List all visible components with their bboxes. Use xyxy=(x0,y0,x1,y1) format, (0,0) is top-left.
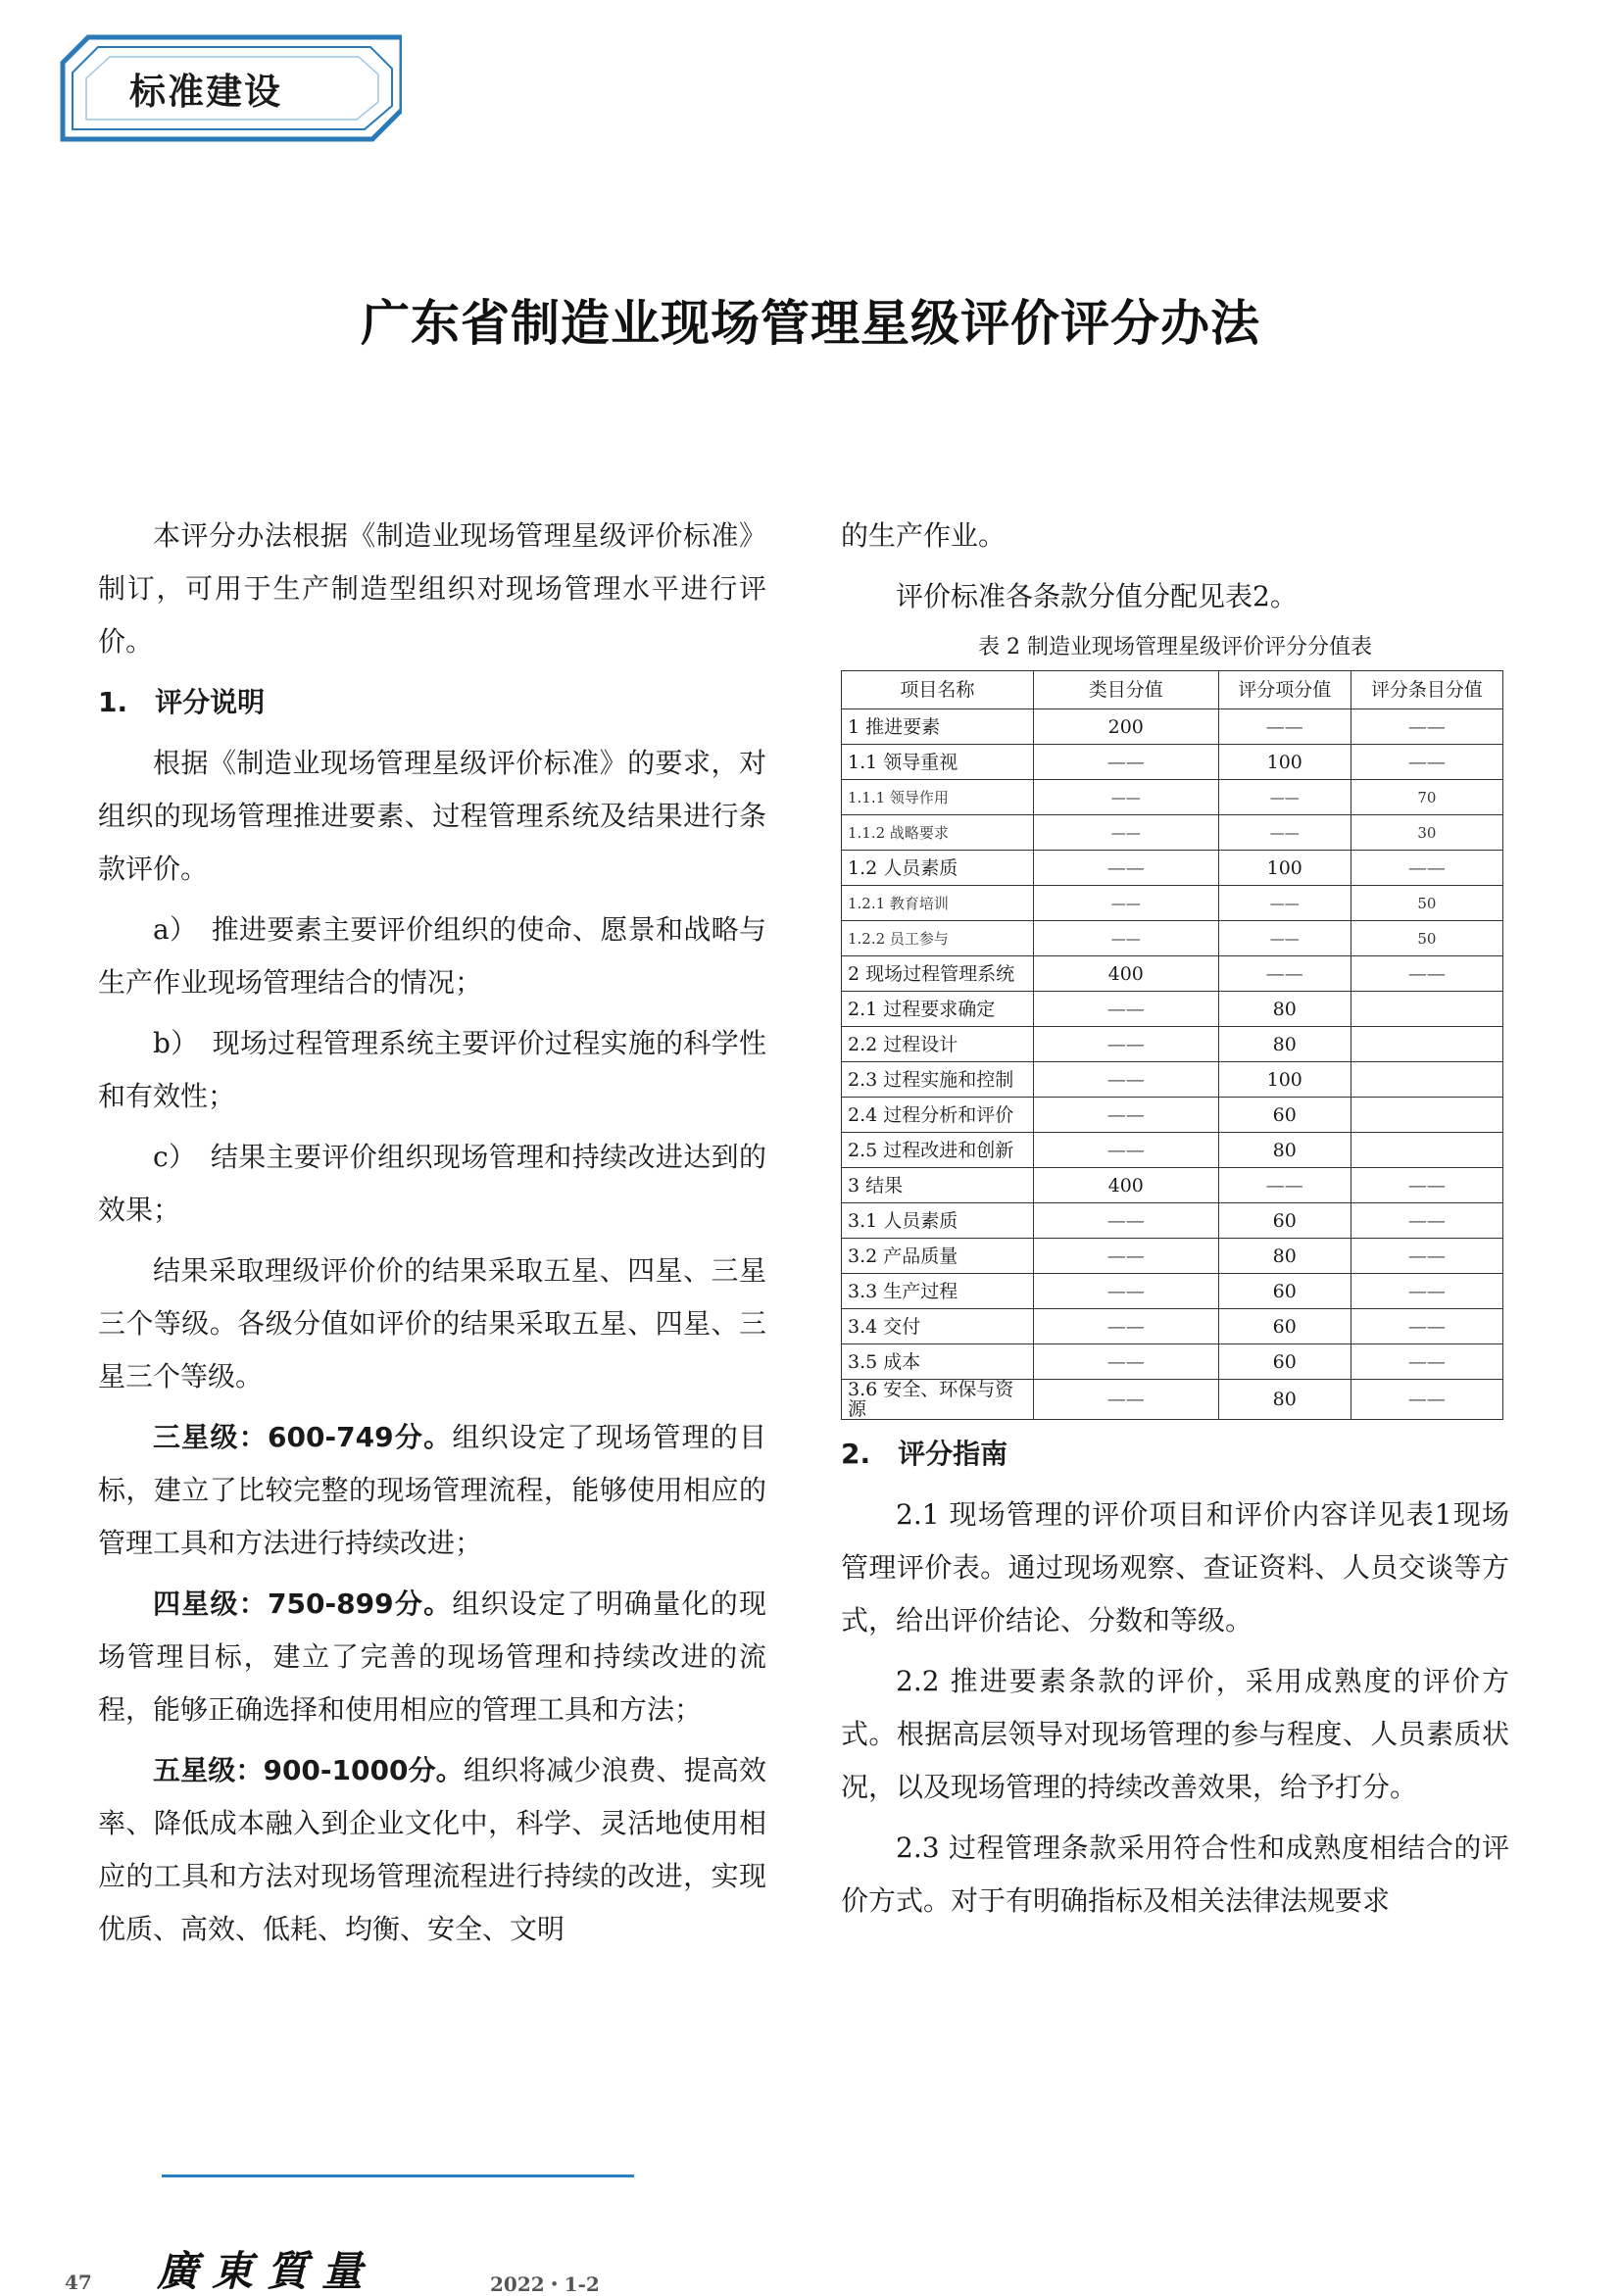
table-cell xyxy=(1351,1098,1502,1133)
three-star-text: 组织设定了现场管理的目标，建立了比较完整的现场管理流程，能够使用相应的管理工具和方法进行持续改进； xyxy=(98,1421,766,1559)
table-cell: 80 xyxy=(1218,992,1351,1027)
table-row xyxy=(842,992,1503,1027)
table-cell: —— xyxy=(1351,1239,1502,1274)
table-cell: 3 结果 xyxy=(842,1168,1034,1203)
five-star-paragraph xyxy=(98,1744,766,1956)
table-cell: —— xyxy=(1218,1168,1351,1203)
table-header-cell: 类目分值 xyxy=(1033,671,1218,709)
table-cell: 60 xyxy=(1218,1309,1351,1344)
table-cell: 80 xyxy=(1218,1380,1351,1420)
table-header-cell: 项目名称 xyxy=(842,671,1034,709)
table-cell: 70 xyxy=(1351,780,1502,815)
section-heading-scoring-notes: 1. 评分说明 xyxy=(98,686,266,718)
table-cell: —— xyxy=(1351,1168,1502,1203)
table-cell: 80 xyxy=(1218,1027,1351,1062)
table-cell: 1.2.2 员工参与 xyxy=(842,921,1034,956)
table-cell: 1.1 领导重视 xyxy=(842,745,1034,780)
table-cell: 200 xyxy=(1033,709,1218,745)
table-cell: 1 推进要素 xyxy=(842,709,1034,745)
table-cell: 50 xyxy=(1351,886,1502,921)
table-cell: 60 xyxy=(1218,1203,1351,1239)
table-cell: —— xyxy=(1351,851,1502,886)
table-cell: 1.1.1 领导作用 xyxy=(842,780,1034,815)
table-cell: —— xyxy=(1033,1344,1218,1380)
table-row xyxy=(842,1062,1503,1098)
table-cell: —— xyxy=(1033,745,1218,780)
table-cell: 60 xyxy=(1218,1098,1351,1133)
table-cell: —— xyxy=(1033,1133,1218,1168)
table-row xyxy=(842,1239,1503,1274)
table-cell: —— xyxy=(1033,1239,1218,1274)
table-cell: 1.1.2 战略要求 xyxy=(842,815,1034,851)
guide-paragraph-3: 2.3 过程管理条款采用符合性和成熟度相结合的评价方式。对于有明确指标及相关法律法规要求 xyxy=(841,1832,1509,1917)
table-row xyxy=(842,1380,1503,1420)
table-cell: 100 xyxy=(1218,851,1351,886)
table-cell: —— xyxy=(1351,1380,1502,1420)
table-cell: 400 xyxy=(1033,1168,1218,1203)
table-cell: —— xyxy=(1033,1380,1218,1420)
table-cell: 80 xyxy=(1218,1239,1351,1274)
table-cell: 3.4 交付 xyxy=(842,1309,1034,1344)
table-cell: 2.4 过程分析和评价 xyxy=(842,1098,1034,1133)
table-cell: 100 xyxy=(1218,1062,1351,1098)
table-cell: —— xyxy=(1033,1309,1218,1344)
table-cell: 30 xyxy=(1351,815,1502,851)
four-star-text: 组织设定了明确量化的现场管理目标，建立了完善的现场管理和持续改进的流程，能够正确选择和使用相应的管理工具和方法； xyxy=(98,1588,766,1726)
table-caption: 表 2 制造业现场管理星级评价评分分值表 xyxy=(978,635,1372,659)
table-row xyxy=(842,921,1503,956)
table-row xyxy=(842,1203,1503,1239)
table-row xyxy=(842,709,1503,745)
magazine-name: 廣東質量 xyxy=(157,2247,377,2295)
table-cell: 400 xyxy=(1033,956,1218,992)
table-row xyxy=(842,1133,1503,1168)
table-cell: —— xyxy=(1033,1062,1218,1098)
section-heading-scoring-guide: 2. 评分指南 xyxy=(841,1438,1008,1470)
table-cell: —— xyxy=(1033,992,1218,1027)
table-cell: —— xyxy=(1033,851,1218,886)
table-header-row xyxy=(842,671,1503,709)
table-cell: 1.2 人员素质 xyxy=(842,851,1034,886)
table-cell: —— xyxy=(1218,886,1351,921)
table-row xyxy=(842,1309,1503,1344)
table-cell: —— xyxy=(1033,886,1218,921)
table-cell: —— xyxy=(1033,1098,1218,1133)
table-cell: —— xyxy=(1033,1203,1218,1239)
table-cell: —— xyxy=(1033,780,1218,815)
item-a: a） 推进要素主要评价组织的使命、愿景和战略与生产作业现场管理结合的情况； xyxy=(98,913,766,999)
table-cell: —— xyxy=(1033,1027,1218,1062)
table-cell: —— xyxy=(1033,815,1218,851)
table-cell: —— xyxy=(1351,709,1502,745)
table-cell: 100 xyxy=(1218,745,1351,780)
table-cell: —— xyxy=(1351,1203,1502,1239)
table-row xyxy=(842,886,1503,921)
table-cell: —— xyxy=(1351,1309,1502,1344)
table-cell: 80 xyxy=(1218,1133,1351,1168)
table-cell xyxy=(1351,1062,1502,1098)
table-cell: 2.2 过程设计 xyxy=(842,1027,1034,1062)
table-row xyxy=(842,851,1503,886)
table-cell: —— xyxy=(1218,815,1351,851)
table-row xyxy=(842,1098,1503,1133)
table-cell: 50 xyxy=(1351,921,1502,956)
table-cell: —— xyxy=(1351,745,1502,780)
paragraph-requirements: 根据《制造业现场管理星级评价标准》的要求，对组织的现场管理推进要素、过程管理系统及结果进行条款评价。 xyxy=(98,747,766,885)
table-row xyxy=(842,1027,1503,1062)
table-cell: —— xyxy=(1033,1274,1218,1309)
four-star-label: 四星级：750-899分。 xyxy=(153,1588,453,1620)
table-header-cell: 评分条目分值 xyxy=(1351,671,1502,709)
table-cell xyxy=(1351,1027,1502,1062)
table-row xyxy=(842,956,1503,992)
table-cell: —— xyxy=(1218,709,1351,745)
table-body xyxy=(842,709,1503,1420)
table-cell: 3.1 人员素质 xyxy=(842,1203,1034,1239)
five-star-text: 组织将减少浪费、提高效率、降低成本融入到企业文化中，科学、灵活地使用相应的工具和方法对现场管理流程进行持续的改进，实现优质、高效、低耗、均衡、安全、文明 xyxy=(98,1754,766,1945)
table-cell xyxy=(1351,992,1502,1027)
four-star-paragraph xyxy=(98,1578,766,1736)
paragraph-levels: 结果采取理级评价价的结果采取五星、四星、三星三个等级。各级分值如评价的结果采取五星、四星、三星三个等级。 xyxy=(98,1254,766,1392)
table-cell: 2 现场过程管理系统 xyxy=(842,956,1034,992)
table-header-cell: 评分项分值 xyxy=(1218,671,1351,709)
issue-number: 2022・1-2 xyxy=(490,2272,600,2296)
table-row xyxy=(842,1344,1503,1380)
item-c: c） 结果主要评价组织现场管理和持续改进达到的效果； xyxy=(98,1141,766,1226)
guide-paragraph-1: 2.1 现场管理的评价项目和评价内容详见表1现场管理评价表。通过现场观察、查证资料、人员交谈等方式，给出评价结论、分数和等级。 xyxy=(841,1498,1509,1637)
item-b: b） 现场过程管理系统主要评价过程实施的科学性和有效性； xyxy=(98,1027,766,1112)
five-star-label: 五星级：900-1000分。 xyxy=(153,1754,464,1786)
table-cell: —— xyxy=(1218,956,1351,992)
table-cell: 60 xyxy=(1218,1344,1351,1380)
table-cell: —— xyxy=(1351,1344,1502,1380)
score-table xyxy=(841,670,1503,1420)
table-row xyxy=(842,1168,1503,1203)
table-row xyxy=(842,780,1503,815)
table-cell: 3.3 生产过程 xyxy=(842,1274,1034,1309)
table-cell: 3.6 安全、环保与资源 xyxy=(842,1380,1034,1420)
footer-divider xyxy=(162,2174,634,2177)
left-column xyxy=(98,510,766,1964)
see-table-paragraph: 评价标准各条款分值分配见表2。 xyxy=(896,580,1298,612)
table-cell: 3.2 产品质量 xyxy=(842,1239,1034,1274)
continued-paragraph: 的生产作业。 xyxy=(841,519,1007,552)
section-badge-label: 标准建设 xyxy=(129,71,282,113)
table-cell: 2.5 过程改进和创新 xyxy=(842,1133,1034,1168)
table-cell: —— xyxy=(1033,921,1218,956)
table-cell: 60 xyxy=(1218,1274,1351,1309)
table-cell: —— xyxy=(1218,780,1351,815)
table-cell: 3.5 成本 xyxy=(842,1344,1034,1380)
intro-paragraph: 本评分办法根据《制造业现场管理星级评价标准》制订，可用于生产制造型组织对现场管理水平进行评价。 xyxy=(98,519,766,658)
table-cell: —— xyxy=(1351,956,1502,992)
section-badge xyxy=(59,29,402,147)
table-cell xyxy=(1351,1133,1502,1168)
table-cell: —— xyxy=(1351,1274,1502,1309)
three-star-label: 三星级：600-749分。 xyxy=(153,1421,453,1453)
three-star-paragraph xyxy=(98,1411,766,1570)
table-cell: —— xyxy=(1218,921,1351,956)
page-title: 广东省制造业现场管理星级评价评分办法 xyxy=(361,295,1260,352)
table-cell: 2.3 过程实施和控制 xyxy=(842,1062,1034,1098)
table-row xyxy=(842,1274,1503,1309)
table-row xyxy=(842,815,1503,851)
page-number: 47 xyxy=(65,2271,92,2294)
table-cell: 1.2.1 教育培训 xyxy=(842,886,1034,921)
table-row xyxy=(842,745,1503,780)
guide-paragraph-2: 2.2 推进要素条款的评价，采用成熟度的评价方式。根据高层领导对现场管理的参与程度、人员素质状况，以及现场管理的持续改善效果，给予打分。 xyxy=(841,1665,1509,1803)
right-column xyxy=(841,510,1509,1935)
table-cell: 2.1 过程要求确定 xyxy=(842,992,1034,1027)
